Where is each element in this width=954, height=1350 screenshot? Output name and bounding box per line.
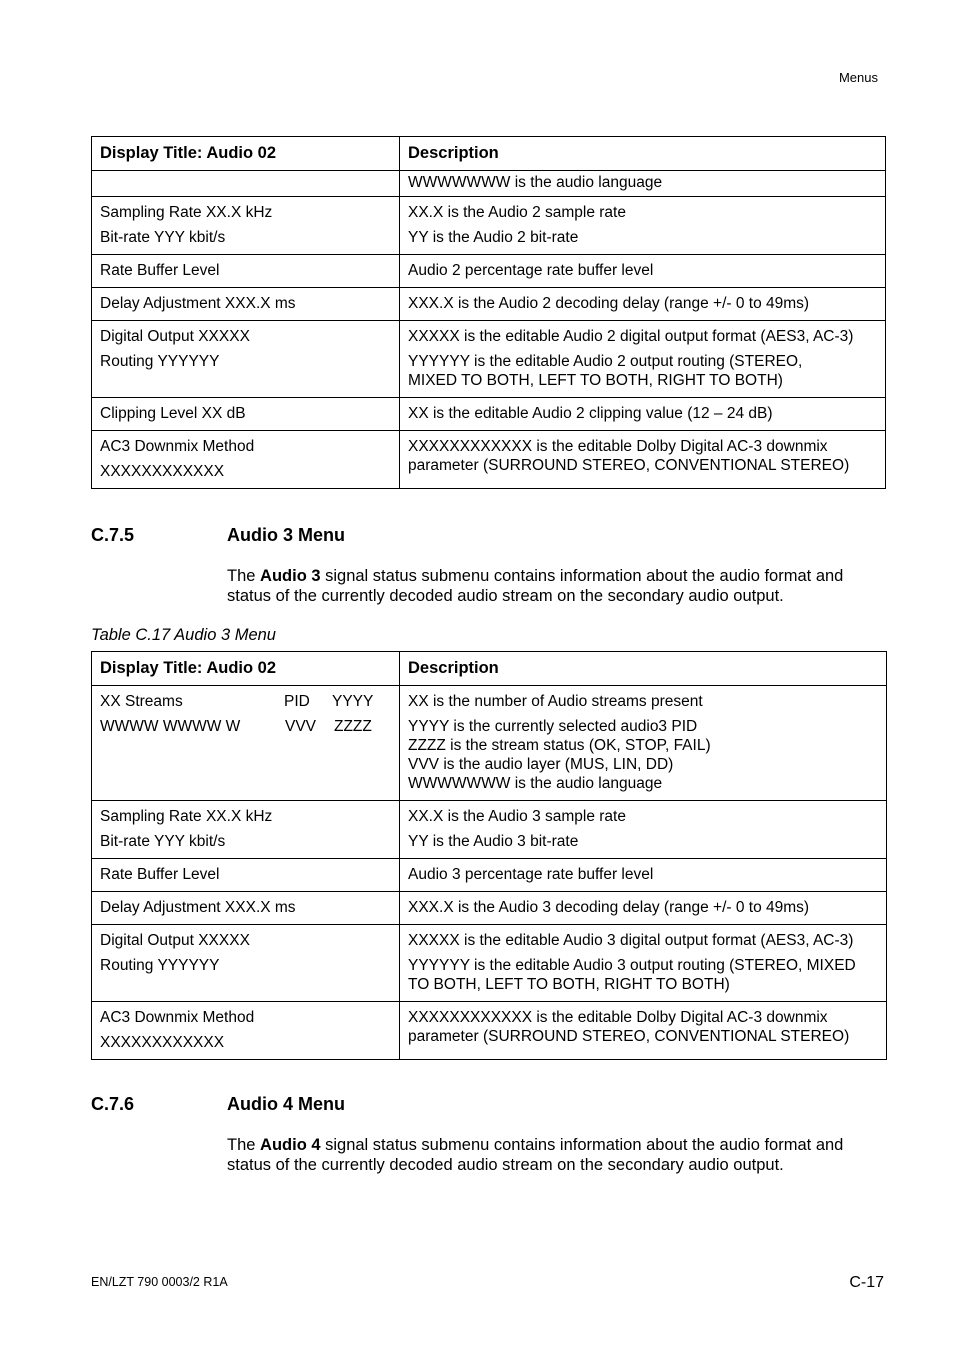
cell-line: XXXXXXXXXXXX is the editable Dolby Digital AC-3 downmix [408, 438, 828, 455]
table-cell [400, 1002, 887, 1060]
table-row [92, 892, 887, 925]
cell-line: Routing YYYYYY [100, 353, 220, 370]
cell-line: ZZZZ is the stream status (OK, STOP, FAIL) [408, 737, 711, 754]
table-row [92, 859, 887, 892]
cell-line: Bit-rate YYY kbit/s [100, 229, 226, 246]
column-header: Description [400, 652, 887, 686]
cell-line: ZZZZ [334, 718, 372, 735]
cell-line: Routing YYYYYY [100, 957, 220, 974]
table-cell [92, 686, 400, 801]
table-row [92, 255, 886, 288]
cell-line: Sampling Rate XX.X kHz [100, 204, 273, 221]
table-row [92, 171, 886, 197]
cell-line: Audio 3 percentage rate buffer level [408, 866, 654, 883]
table-cell [400, 925, 887, 1002]
table-row [92, 288, 886, 321]
cell-line: Clipping Level XX dB [100, 405, 246, 422]
cell-line: XX Streams [100, 693, 183, 710]
cell-line: Digital Output XXXXX [100, 328, 250, 345]
cell-line: Rate Buffer Level [100, 262, 220, 279]
cell-line: Sampling Rate XX.X kHz [100, 808, 273, 825]
table-cell [400, 431, 886, 489]
table-row [92, 197, 886, 255]
section-number: C.7.5 [91, 525, 135, 545]
cell-line: XX is the editable Audio 2 clipping value (12 – 24 dB) [408, 405, 773, 422]
table-cell [92, 255, 400, 288]
table-row [92, 321, 886, 398]
section-paragraph [227, 1135, 887, 1175]
column-header: Display Title: Audio 02 [92, 652, 400, 686]
cell-line: XXXXX is the editable Audio 2 digital output format (AES3, AC-3) [408, 328, 854, 345]
running-header: Menus [838, 70, 878, 85]
table-cell [92, 288, 400, 321]
cell-line: Audio 2 percentage rate buffer level [408, 262, 654, 279]
table-row [92, 1002, 887, 1060]
table-cell [92, 171, 400, 197]
column-header: Description [400, 137, 886, 171]
column-header: Display Title: Audio 02 [92, 137, 400, 171]
cell-line: AC3 Downmix Method [100, 1009, 255, 1026]
cell-line: XX.X is the Audio 3 sample rate [408, 808, 626, 825]
table-caption: Table C.17 Audio 3 Menu [91, 626, 276, 644]
table-cell [400, 801, 887, 859]
table-cell [92, 197, 400, 255]
table-cell [92, 1002, 400, 1060]
table-row [92, 431, 886, 489]
cell-line: TO BOTH, LEFT TO BOTH, RIGHT TO BOTH) [408, 976, 730, 993]
table-row [92, 398, 886, 431]
cell-line: XX is the number of Audio streams present [408, 693, 703, 710]
cell-line: VVV [285, 718, 317, 735]
table-cell [92, 925, 400, 1002]
cell-line: WWWW WWWW W [100, 718, 241, 735]
cell-line: WWWWWWW is the audio language [408, 174, 663, 191]
table-cell [400, 859, 887, 892]
table-header-row [92, 137, 886, 171]
audio2-table [91, 136, 886, 489]
cell-line: MIXED TO BOTH, LEFT TO BOTH, RIGHT TO BOTH) [408, 372, 783, 389]
streams-line [100, 692, 391, 711]
paragraph-text: The [227, 567, 261, 585]
cell-line: WWWWWWW is the audio language [408, 775, 663, 792]
streams-line [100, 717, 391, 736]
cell-line: YY is the Audio 2 bit-rate [408, 229, 579, 246]
cell-line: Rate Buffer Level [100, 866, 220, 883]
cell-line: XX.X is the Audio 2 sample rate [408, 204, 626, 221]
cell-line: XXXXXXXXXXXX is the editable Dolby Digital AC-3 downmix [408, 1009, 828, 1026]
section-title: Audio 4 Menu [227, 1094, 345, 1114]
cell-line: PID [284, 693, 310, 710]
table-row [92, 801, 887, 859]
cell-line: XXXXXXXXXXXX [100, 1034, 225, 1051]
table-cell [400, 321, 886, 398]
cell-line: YYYY is the currently selected audio3 PID [408, 718, 698, 735]
paragraph-text: signal status submenu contains information about the audio format and status of the currently decoded audio stream on the secondary audio output. [227, 567, 844, 605]
section-paragraph [227, 566, 887, 606]
table-cell [400, 255, 886, 288]
table-cell [92, 859, 400, 892]
cell-line: VVV is the audio layer (MUS, LIN, DD) [408, 756, 674, 773]
paragraph-text: The [227, 1136, 261, 1154]
table-cell [92, 801, 400, 859]
audio3-table [91, 651, 887, 1060]
table-cell [400, 686, 887, 801]
cell-line: Digital Output XXXXX [100, 932, 250, 949]
cell-line: parameter (SURROUND STEREO, CONVENTIONAL STEREO) [408, 1028, 850, 1045]
table-row [92, 925, 887, 1002]
table-cell [400, 197, 886, 255]
paragraph-bold: Audio 4 [260, 1136, 321, 1154]
table-header-row [92, 652, 887, 686]
table-cell [400, 171, 886, 197]
cell-line: YY is the Audio 3 bit-rate [408, 833, 579, 850]
paragraph-text: signal status submenu contains information about the audio format and status of the currently decoded audio stream on the secondary audio output. [227, 1136, 844, 1174]
cell-line: XXXXX is the editable Audio 3 digital output format (AES3, AC-3) [408, 932, 854, 949]
table-cell [92, 398, 400, 431]
cell-line: XXX.X is the Audio 2 decoding delay (range +/- 0 to 49ms) [408, 295, 810, 312]
table-cell [92, 892, 400, 925]
section-number: C.7.6 [91, 1094, 135, 1114]
cell-line: parameter (SURROUND STEREO, CONVENTIONAL STEREO) [408, 457, 850, 474]
cell-line: YYYYYY is the editable Audio 2 output routing (STEREO, [408, 353, 803, 370]
table-cell [400, 892, 887, 925]
table-cell [400, 398, 886, 431]
cell-line: AC3 Downmix Method [100, 438, 255, 455]
cell-line: YYYY [332, 693, 374, 710]
cell-line: Delay Adjustment XXX.X ms [100, 899, 296, 916]
table-row [92, 686, 887, 801]
section-title: Audio 3 Menu [227, 525, 345, 545]
table-cell [92, 321, 400, 398]
cell-line: XXXXXXXXXXXX [100, 463, 225, 480]
table-cell [92, 431, 400, 489]
cell-line: XXX.X is the Audio 3 decoding delay (range +/- 0 to 49ms) [408, 899, 810, 916]
page-number: C-17 [849, 1274, 884, 1291]
document-id: EN/LZT 790 0003/2 R1A [91, 1275, 228, 1289]
cell-line: Delay Adjustment XXX.X ms [100, 295, 296, 312]
cell-line: Bit-rate YYY kbit/s [100, 833, 226, 850]
cell-line: YYYYYY is the editable Audio 3 output routing (STEREO, MIXED [408, 957, 856, 974]
paragraph-bold: Audio 3 [260, 567, 321, 585]
table-cell [400, 288, 886, 321]
